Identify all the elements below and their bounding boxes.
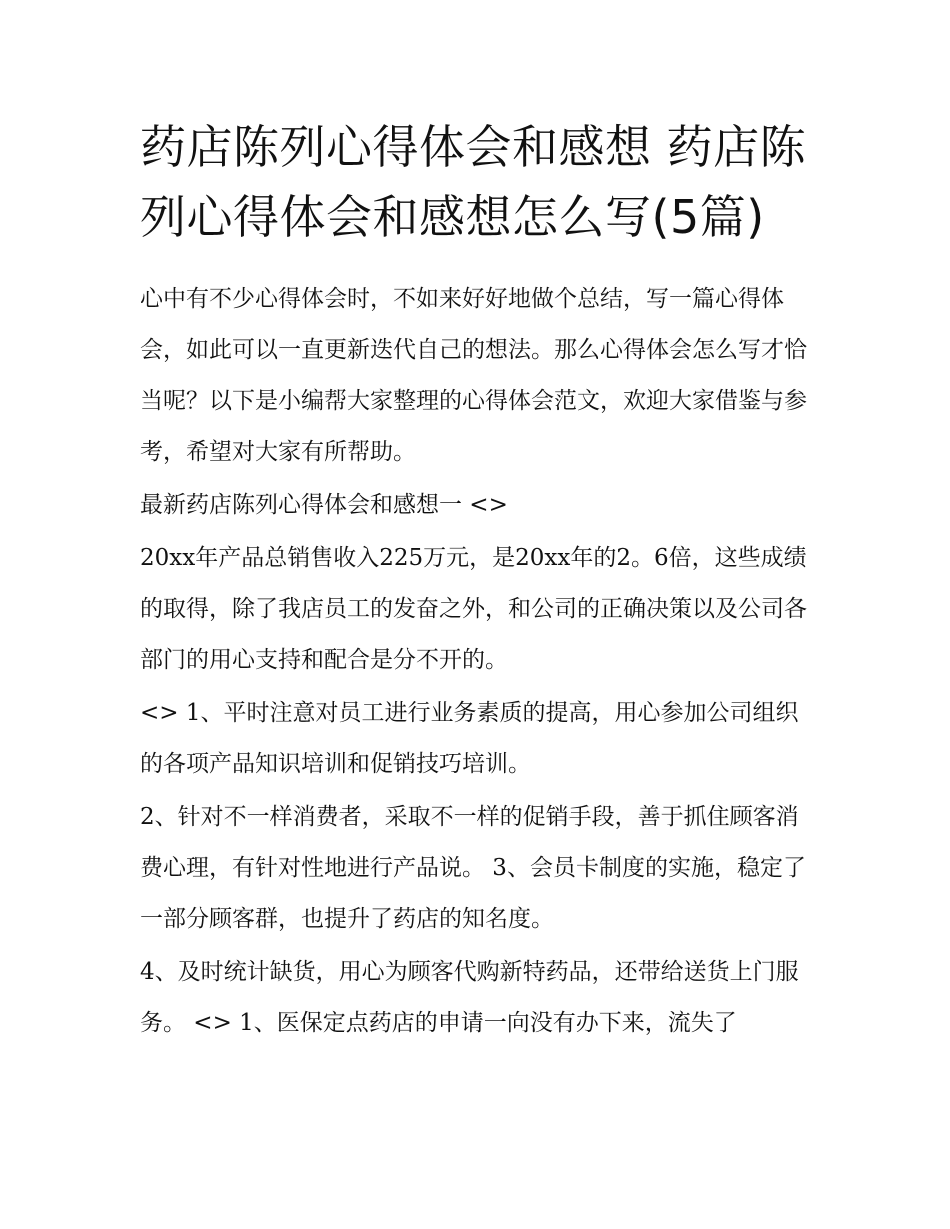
document-title: 药店陈列心得体会和感想 药店陈列心得体会和感想怎么写(5篇) bbox=[140, 120, 807, 244]
intro-paragraph: 心中有不少心得体会时，不如来好好地做个总结，写一篇心得体会，如此可以一直更新迭代自己的想法。那么心得体会怎么写才恰当呢？以下是小编帮大家整理的心得体会范文，欢迎大家借鉴与参考，希望对大家有所帮助。 bbox=[140, 286, 807, 465]
document-body bbox=[140, 112, 812, 1049]
section-heading: 最新药店陈列心得体会和感想一 <> bbox=[140, 492, 508, 518]
body-paragraph: 4、及时统计缺货，用心为顾客代购新特药品，还带给送货上门服务。 <> 1、医保定点药店的申请一向没有办下来，流失了 bbox=[140, 959, 799, 1036]
body-paragraph: <> 1、平时注意对员工进行业务素质的提高，用心参加公司组织的各项产品知识培训和促销技巧培训。 bbox=[140, 700, 799, 777]
body-paragraph: 20xx年产品总销售收入225万元，是20xx年的2。6倍，这些成绩的取得，除了我店员工的发奋之外，和公司的正确决策以及公司各部门的用心支持和配合是分不开的。 bbox=[140, 545, 807, 673]
body-paragraph: 2、针对不一样消费者，采取不一样的促销手段，善于抓住顾客消费心理，有针对性地进行产品说。 3、会员卡制度的实施，稳定了一部分顾客群，也提升了药店的知名度。 bbox=[140, 804, 806, 932]
